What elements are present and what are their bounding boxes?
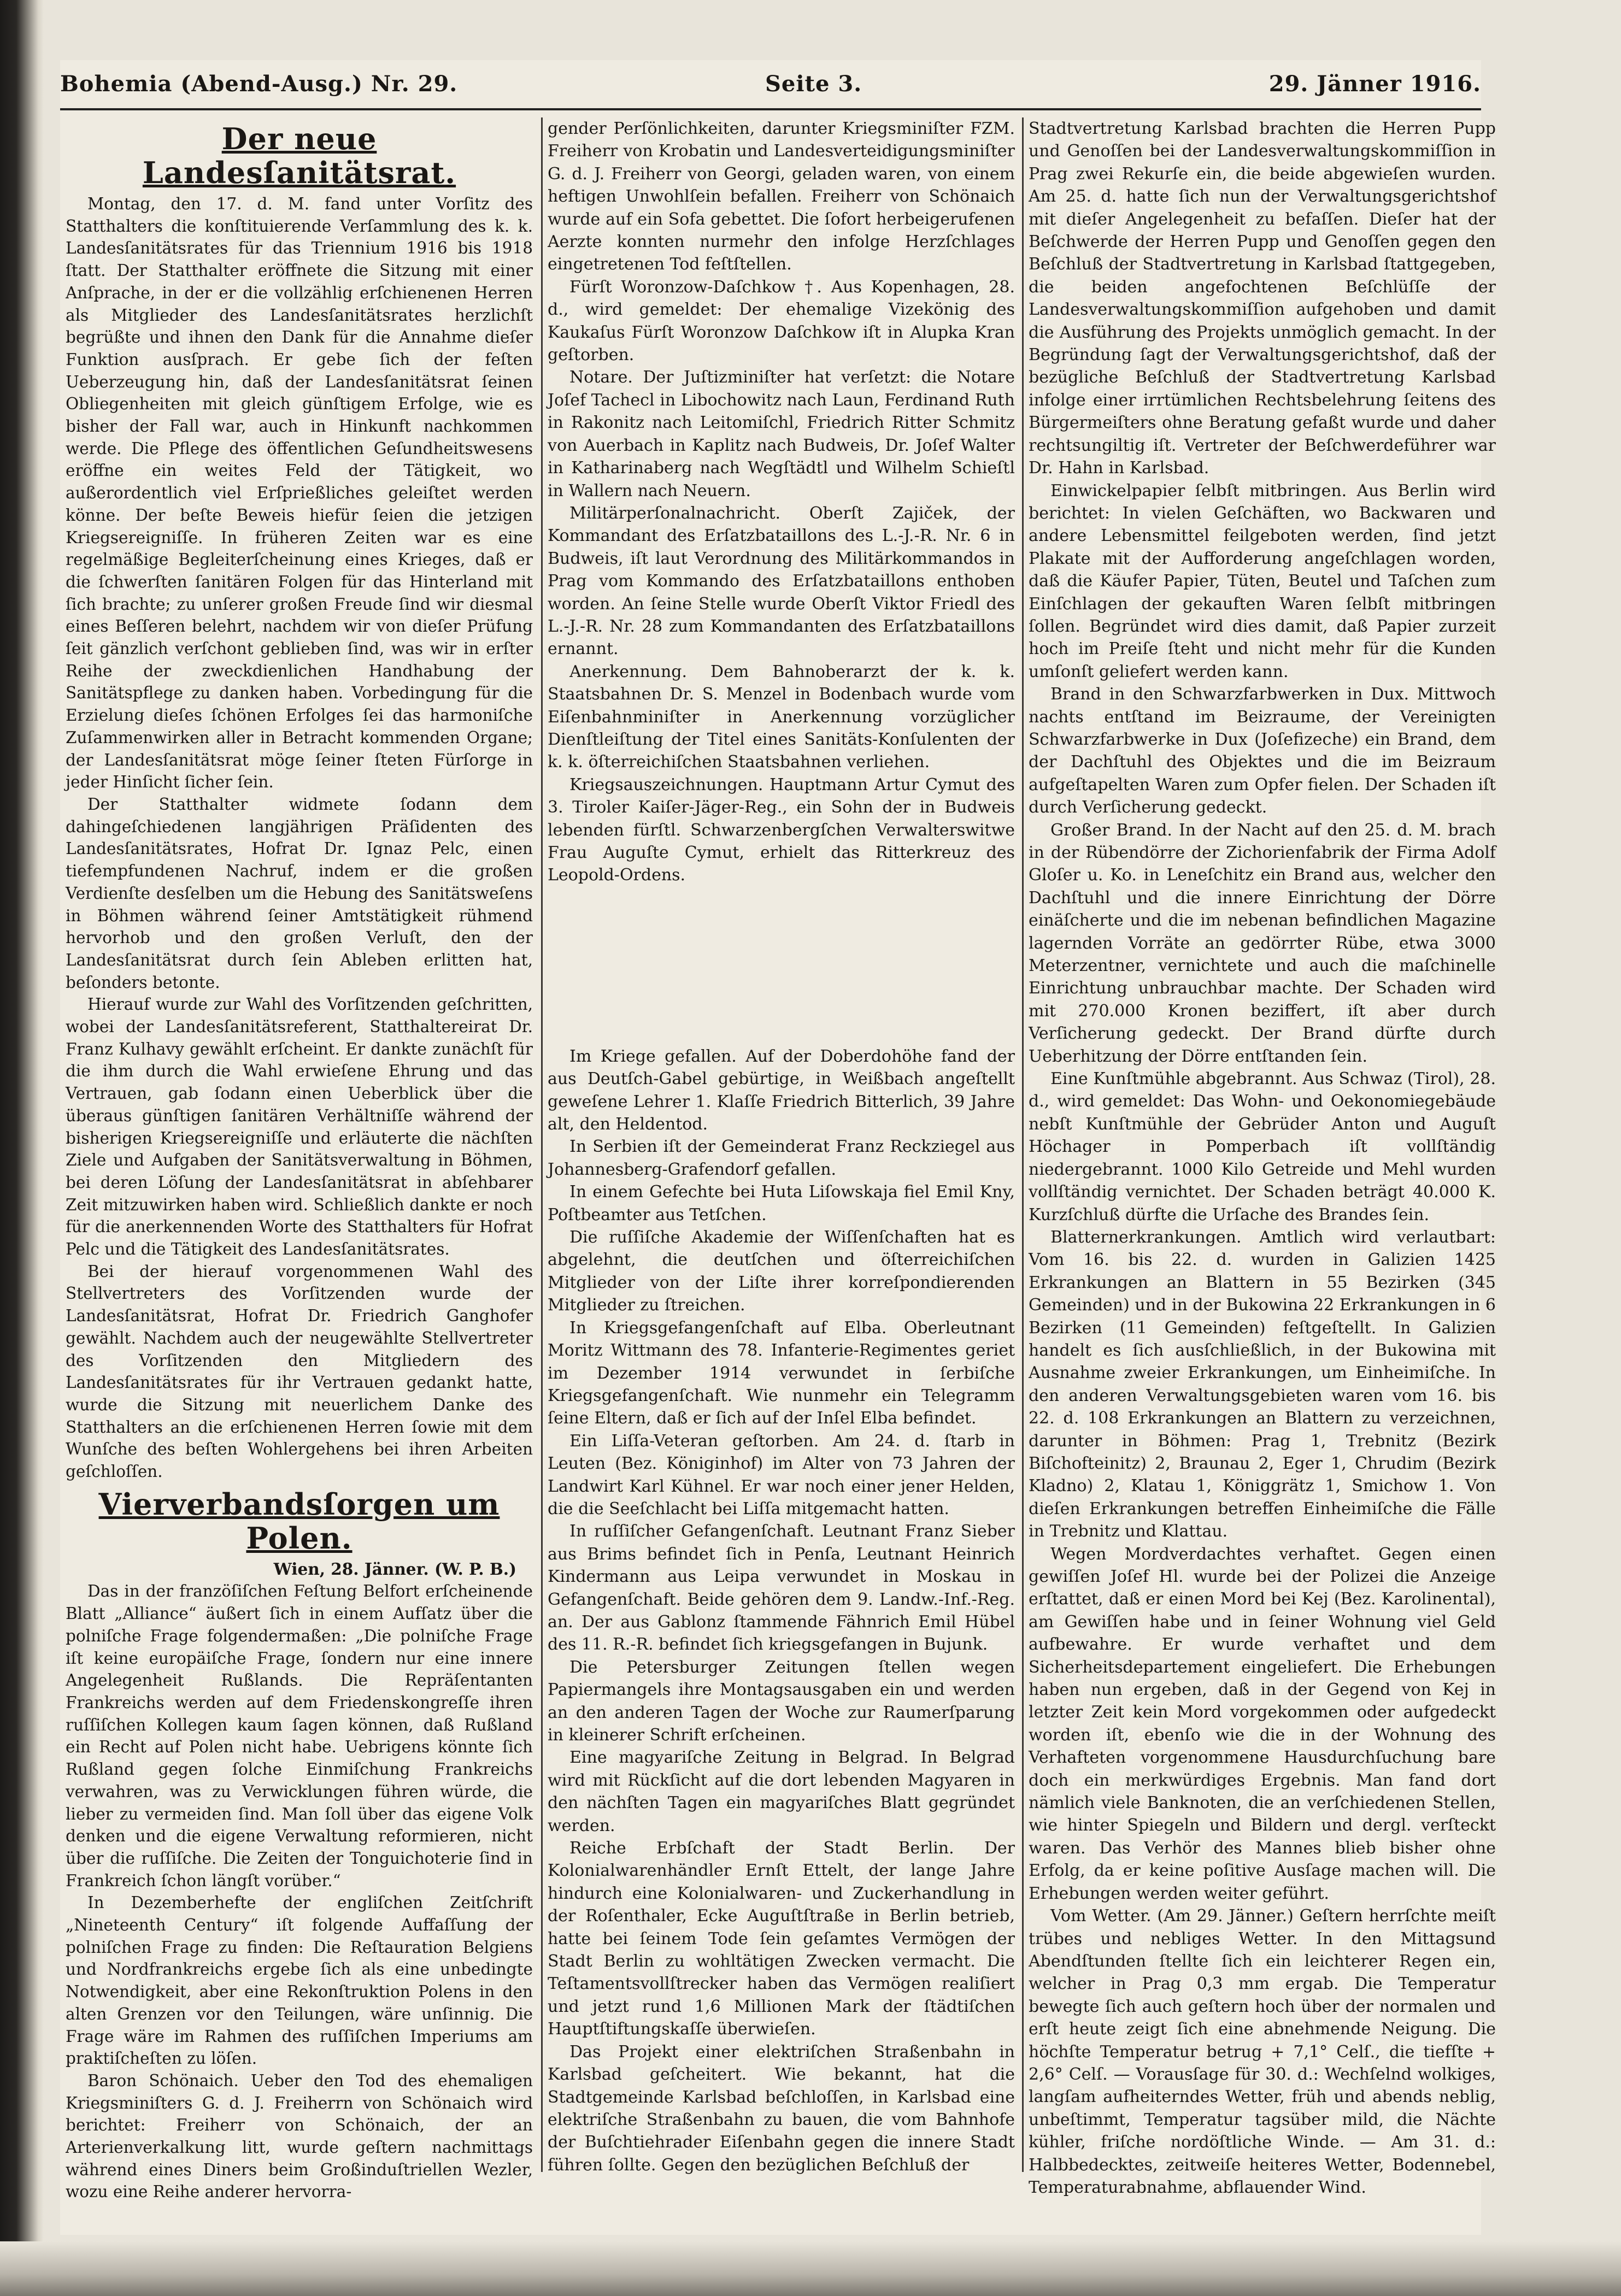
news-item: Großer Brand. In der Nacht auf den 25. d. M. brach in der Rübendörre der Zichorienfabrik der Firma Adolf Gloſer u. Ko. in Leneſchitz ein Brand aus, welcher den Dachſtuhl und die innere Einrichtung der Dörre einäſcherte und die im nebenan befindlichen Magazine lagernden Vorräte an gedörrter Rübe, etwa 3000 Meterzentner, vernichtete und auch die maſchinelle Einrichtung unbrauchbar machte. Der Schaden wird mit 270.000 Kronen beziffert, iſt aber durch Verſicherung gedeckt. Der Brand dürfte durch Ueberhitzung der Dörre entſtanden ſein.	[1029, 820, 1496, 1066]
news-item: Im Kriege gefallen. Auf der Doberdohöhe fand der aus Deutſch-Gabel gebürtige, in Weißbach angeſtellt geweſene Lehrer 1. Klaſſe Friedrich Bitterlich, 39 Jahre alt, den Heldentod.	[548, 1046, 1015, 1134]
page-number: Seite 3.	[765, 71, 862, 97]
news-item: Vom Wetter. (Am 29. Jänner.) Geſtern herrſchte meiſt trübes und nebliges Wetter. In den Mittagsund Abendſtunden ſtellte ſich ein leichterer Regen ein, welcher in Prag 0,3 mm ergab. Die Temperatur bewegte ſich auch geſtern hoch über der normalen und erſt heute zeigt ſich eine abnehmende Neigung. Die höchſte Temperatur betrug + 7,1° Celſ., die tiefſte + 2,6° Celſ. — Vorausſage für 30. d.: Wechſelnd wolkiges, langſam aufheiterndes Wetter, früh und abends neblig, unbeſtimmt, Temperatur tagsüber mild, die Nächte kühler, friſche nordöſtliche Winde. — Am 31. d.: Halbbedecktes, zeitweiſe heiteres Wetter, Bodennebel, Temperaturabnahme, abflauender Wind.	[1029, 1906, 1496, 2197]
column-separator-2	[1022, 117, 1024, 2172]
news-item: Brand in den Schwarzfarbwerken in Dux. Mittwoch nachts entſtand im Beizraume, der Vereinigten Schwarzfarbwerke in Dux (Joſefizeche) ein Brand, dem der Dachſtuhl des Objektes und die im Beizraum aufgeſtapelten Waren zum Opfer fielen. Der Schaden iſt durch Verſicherung gedeckt.	[1029, 685, 1496, 817]
news-item: In Serbien iſt der Gemeinderat Franz Reckziegel aus Johannesberg-Grafendorf gefallen.	[548, 1137, 1015, 1179]
article-paragraph: gender Perſönlichkeiten, darunter Kriegsminiſter FZM. Freiherr von Krobatin und Landesverteidigungsminiſter G. d. J. Freiherr von Georgi, geladen waren, von einem heftigen Unwohlſein befallen. Freiherr von Schönaich wurde auf ein Sofa gebettet. Die ſofort herbeigerufenen Aerzte konnten nurmehr den infolge Herzſchlages eingetretenen Tod feſtſtellen.	[548, 119, 1015, 274]
article-paragraph: Hierauf wurde zur Wahl des Vorſitzenden geſchritten, wobei der Landesſanitätsreferent, Statthaltereirat Dr. Franz Kulhavy gewählt erſcheint. Er dankte zunächſt für die ihm durch die Wahl erwieſene Ehrung und das Vertrauen, gab ſodann einen Ueberblick über die überaus günſtigen ſanitären Verhältniſſe während der bisherigen Kriegsereigniſſe und erläuterte die nächſten Ziele und Aufgaben der Sanitätsverwaltung in Böhmen, bei deren Löſung der Landesſanitätsrat in abſehbarer Zeit mitzuwirken haben wird. Schließlich dankte er noch für die anerkennenden Worte des Statthalters für Hofrat Pelc und die Tätigkeit des Landesſanitätsrates.	[66, 995, 533, 1259]
news-item: Ein Liſſa-Veteran geſtorben. Am 24. d. ſtarb in Leuten (Bez. Königinhof) im Alter von 73 Jahren der Landwirt Karl Kühnel. Er war noch einer jener Helden, die die Seeſchlacht bei Liſſa mitgemacht hatten.	[548, 1431, 1015, 1518]
news-item: Das Projekt einer elektriſchen Straßenbahn in Karlsbad geſcheitert. Wie bekannt, hat die Stadtgemeinde Karlsbad beſchloſſen, in Karlsbad eine elektriſche Straßenbahn zu bauen, die vom Bahnhofe der Buſchtiehrader Eiſenbahn gegen die innere Stadt führen ſollte. Gegen den bezüglichen Beſchluß der	[548, 2042, 1015, 2175]
news-item: Militärperſonalnachricht. Oberſt Zajiček, der Kommandant des Erſatzbataillons des L.-J.-R. Nr. 6 in Budweis, iſt laut Verordnung des Militärkommandos in Prag vom Kommando des Erſatzbataillons enthoben worden. An ſeine Stelle wurde Oberſt Viktor Friedl des L.-J.-R. Nr. 28 zum Kommandanten des Erſatzbataillons ernannt.	[548, 503, 1015, 659]
news-item: Fürſt Woronzow-Daſchkow †. Aus Kopenhagen, 28. d., wird gemeldet: Der ehemalige Vizekönig des Kaukaſus Fürſt Woronzow Daſchkow iſt in Alupka Kran geſtorben.	[548, 277, 1015, 365]
article-headline-sanitaetsrat: Der neue Landesſanitätsrat.	[142, 121, 456, 190]
issue-date: 29. Jänner 1916.	[1268, 71, 1481, 97]
page-header	[60, 71, 1481, 104]
scan-bottom-shadow	[0, 2241, 1621, 2296]
article-paragraph: Bei der hierauf vorgenommenen Wahl des Stellvertreters des Vorſitzenden wurde der Landesſanitätsrat, Hofrat Dr. Friedrich Ganghofer gewählt. Nachdem auch der neugewählte Stellvertreter des Vorſitzenden den Mitgliedern des Landesſanitätsrates für ihr Vertrauen gedankt hatte, wurde die Sitzung mit neuerlichem Danke des Statthalters an die erſchienenen Herren ſowie mit dem Wunſche des beſten Wohlergehens bei ihren Arbeiten geſchloſſen.	[66, 1262, 533, 1481]
news-item: Notare. Der Juſtizminiſter hat verſetzt: die Notare Joſef Tachecl in Libochowitz nach Laun, Ferdinand Ruth in Rakonitz nach Leitomiſchl, Friedrich Ritter Schmitz von Auerbach in Kaplitz nach Budweis, Dr. Joſef Walter in Katharinaberg nach Wegſtädtl und Wilhelm Schieſtl in Wallern nach Neuern.	[548, 368, 1015, 501]
dateline: Wien, 28. Jänner. (W. P. B.)	[273, 1559, 516, 1579]
article-paragraph: Montag, den 17. d. M. fand unter Vorſitz des Statthalters die konſtituierende Verſammlung des k. k. Landesſanitätsrates für das Triennium 1916 bis 1918 ſtatt. Der Statthalter eröffnete die Sitzung mit einer Anſprache, in der er die vollzählig erſchienenen Herren als Mitglieder des Landesſanitätsrates herzlichſt begrüßte und ihnen den Dank für die Annahme dieſer Funktion ausſprach. Er gebe ſich der feſten Ueberzeugung hin, daß der Landesſanitätsrat ſeinen Obliegenheiten mit gleich günſtigem Erfolge, wie es bisher der Fall war, auch in Hinkunft nachkommen werde. Die Pflege des öffentlichen Geſundheitswesens eröffne ein weites Feld der Tätigkeit, wo außerordentlich viel Erſprießliches geleiſtet werden könne. Der beſte Beweis hiefür ſeien die jetzigen Kriegsereigniſſe. In früheren Zeiten war es eine regelmäßige Begleiterſcheinung eines Krieges, daß er die ſchwerſten ſanitären Folgen für das Hinterland mit ſich brachte; zu unſerer großen Freude ſind wir diesmal eines Beſſeren belehrt, nachdem wir von dieſer Prüfung ſeit gänzlich verſchont geblieben ſind, was wir in erſter Reihe der zweckdienlichen Handhabung der Sanitätspflege zu danken haben. Vorbedingung für die Erzielung dieſes ſchönen Erfolges ſei das harmoniſche Zuſammenwirken aller in Betracht kommenden Organe; der Landesſanitätsrat möge ſeiner ſteten Fürſorge in jeder Hinſicht ſicher ſein.	[66, 195, 533, 792]
news-item: Die Petersburger Zeitungen ſtellen wegen Papiermangels ihre Montagsausgaben ein und werden an den anderen Tagen der Woche zur Raumerſparung in kleinerer Schrift erſcheinen.	[548, 1657, 1015, 1745]
news-item: In einem Gefechte bei Huta Liſowskaja fiel Emil Kny, Poſtbeamter aus Tetſchen.	[548, 1182, 1015, 1224]
masthead-issue: Bohemia (Abend-Ausg.) Nr. 29.	[60, 71, 458, 97]
news-item: Reiche Erbſchaft der Stadt Berlin. Der Kolonialwarenhändler Ernſt Ettelt, der lange Jahre hindurch eine Kolonialwaren- und Zuckerhandlung in der Roſenthaler, Ecke Auguſtſtraße in Berlin betrieb, hatte bei ſeinem Tode ſein geſamtes Vermögen der Stadt Berlin zu wohltätigen Zwecken vermacht. Die Teſtamentsvollſtrecker haben das Vermögen realiſiert und jetzt rund 1,6 Millionen Mark der ſtädtiſchen Hauptſtiftungskaſſe überwieſen.	[548, 1839, 1015, 2039]
news-item: Einwickelpapier ſelbſt mitbringen. Aus Berlin wird berichtet: In vielen Geſchäften, wo Backwaren und andere Lebensmittel feilgeboten werden, ſind jetzt Plakate mit der Aufforderung angeſchlagen worden, daß die Käufer Papier, Tüten, Beutel und Taſchen zum Einſchlagen der gekauften Waren ſelbſt mitbringen ſollen. Begründet wird dies damit, daß Papier zurzeit hoch im Preiſe ſteht und nicht mehr für die Kunden umſonſt geliefert werden kann.	[1029, 481, 1496, 681]
news-item: Die ruſſiſche Akademie der Wiſſenſchaften hat es abgelehnt, die deutſchen und öſterreichiſchen Mitglieder von der Liſte ihrer korreſpondierenden Mitglieder zu ſtreichen.	[548, 1228, 1015, 1315]
article-headline-polen: Vierverbandsſorgen um Polen.	[98, 1486, 500, 1556]
article-paragraph: Das in der franzöſiſchen Feſtung Belfort erſcheinende Blatt „Alliance“ äußert ſich in einem Aufſatz über die polniſche Frage folgendermaßen: „Die polniſche Frage iſt keine europäiſche Frage, ſondern nur eine innere Angelegenheit Rußlands. Die Repräſentanten Frankreichs werden auf dem Friedenskongreſſe ihren ruſſiſchen Kollegen kaum ſagen können, daß Rußland ein Recht auf Polen nicht habe. Uebrigens könnte ſich Rußland gegen ſolche Einmiſchung Frankreichs verwahren, was zu Verwicklungen führen würde, die lieber zu vermeiden ſind. Man ſoll über das eigene Volk denken und die eigene Verwaltung reformieren, nicht über die ruſſiſche. Die Zeiten der Tonguichoterie ſind in Frankreich ſchon längſt vorüber.“	[66, 1582, 533, 1890]
news-item: Eine Kunſtmühle abgebrannt. Aus Schwaz (Tirol), 28. d., wird gemeldet: Das Wohn- und Oekonomiegebäude nebſt Kunſtmühle der Gebrüder Anton und Auguſt Höchager in Pomperbach iſt vollſtändig niedergebrannt. 1000 Kilo Getreide und Mehl wurden vollſtändig vernichtet. Der Schaden beträgt 40.000 K. Kurzſchluß dürfte die Urſache des Brandes ſein.	[1029, 1069, 1496, 1224]
news-item: In ruſſiſcher Gefangenſchaft. Leutnant Franz Sieber aus Brims befindet ſich in Penſa, Leutnant Heinrich Kindermann aus Leipa verwundet in Moskau in Gefangenſchaft. Beide gehören dem 9. Landw.-Inf.-Reg. an. Der aus Gablonz ſtammende Fähnrich Emil Hübel des 11. R.-R. befindet ſich kriegsgefangen in Bujunk.	[548, 1522, 1015, 1655]
column-1	[66, 117, 533, 2203]
page-scan-edge	[0, 0, 44, 2296]
column-3	[1029, 117, 1496, 2199]
news-item: Eine magyariſche Zeitung in Belgrad. In Belgrad wird mit Rückſicht auf die dort lebenden Magyaren in den nächſten Tagen ein magyariſches Blatt gegründet werden.	[548, 1748, 1015, 1835]
column-separator-1	[541, 117, 543, 2172]
blank-space	[548, 887, 1015, 1045]
news-item: Kriegsauszeichnungen. Hauptmann Artur Cymut des 3. Tiroler Kaiſer-Jäger-Reg., ein Sohn der in Budweis lebenden fürſtl. Schwarzenbergſchen Verwalterswitwe Frau Auguſte Cymut, erhielt das Ritterkreuz des Leopold-Ordens.	[548, 775, 1015, 885]
news-item: Anerkennung. Dem Bahnoberarzt der k. k. Staatsbahnen Dr. S. Menzel in Bodenbach wurde vom Eiſenbahnminiſter in Anerkennung vorzüglicher Dienſtleiſtung der Titel eines Sanitäts-Konſulenten der k. k. öſterreichiſchen Staatsbahnen verliehen.	[548, 662, 1015, 772]
article-paragraph: In Dezemberhefte der engliſchen Zeitſchrift „Nineteenth Century“ iſt folgende Auffaſſung der polniſchen Frage zu finden: Die Reſtauration Belgiens und Nordfrankreichs ergebe ſich als eine unbedingte Notwendigkeit, aber eine Rekonſtruktion Polens in den alten Grenzen vor den Teilungen, wäre unſinnig. Die Frage wäre im Rahmen des ruſſiſchen Imperiums am praktiſcheſten zu löſen.	[66, 1893, 533, 2068]
article-paragraph: Baron Schönaich. Ueber den Tod des ehemaligen Kriegsminiſters G. d. J. Freiherrn von Schönaich wird berichtet: Freiherr von Schönaich, der an Arterienverkalkung litt, wurde geſtern nachmittags während eines Diners beim Großinduſtriellen Wezler, wozu eine Reihe anderer hervorra-	[66, 2071, 533, 2201]
news-item: In Kriegsgefangenſchaft auf Elba. Oberleutnant Moritz Wittmann des 78. Infanterie-Regimentes geriet im Dezember 1914 verwundet in ſerbiſche Kriegsgefangenſchaft. Wie nunmehr ein Telegramm ſeine Eltern, daß er ſich auf der Inſel Elba befindet.	[548, 1318, 1015, 1428]
column-2	[548, 117, 1015, 2176]
news-item: Blatternerkrankungen. Amtlich wird verlautbart: Vom 16. bis 22. d. wurden in Galizien 1425 Erkrankungen an Blattern in 55 Bezirken (345 Gemeinden) und in der Bukowina 22 Erkrankungen in 6 Bezirken (11 Gemeinden) feſtgeſtellt. In Galizien handelt es ſich ausſchließlich, in der Bukowina mit Ausnahme zweier Erkrankungen, um Einheimiſche. In den anderen Verwaltungsgebieten waren vom 16. bis 22. d. 108 Erkrankungen an Blattern zu verzeichnen, darunter in Böhmen: Prag 1, Trebnitz (Bezirk Biſchofteinitz) 2, Braunau 2, Eger 1, Chrudim (Bezirk Kladno) 2, Klatau 1, Königgrätz 1, Smichow 1. Von dieſen Erkrankungen betreffen Einheimiſche die Fälle in Trebnitz und Klattau.	[1029, 1227, 1496, 1541]
article-paragraph: Der Statthalter widmete ſodann dem dahingeſchiedenen langjährigen Präſidenten des Landesſanitätsrates, Hofrat Dr. Ignaz Pelc, einen tiefempfundenen Nachruf, indem er die großen Verdienſte desſelben um die Hebung des Sanitätsweſens in Böhmen während ſeiner Amtstätigkeit rühmend hervorhob und den großen Verluſt, den der Landesſanitätsrat durch ſein Ableben erlitten hat, beſonders betonte.	[66, 794, 533, 992]
news-item: Wegen Mordverdachtes verhaftet. Gegen einen gewiſſen Joſef Hl. wurde bei der Polizei die Anzeige erſtattet, daß er einen Mord bei Kej (Bez. Karolinental), am Gewiſſen habe und in ſeiner Wohnung viel Geld aufbewahre. Er wurde verhaftet und dem Sicherheitsdepartement eingeliefert. Die Erhebungen haben nun ergeben, daß in der Gegend von Kej in letzter Zeit kein Mord vorgekommen oder aufgedeckt worden iſt, ebenſo wie die in der Wohnung des Verhafteten vorgenommene Hausdurchſuchung bare doch ein merkwürdiges Ergebnis. Man fand dort nämlich viele Banknoten, die an verſchiedenen Stellen, wie hinter Spiegeln und Bildern und dergl. verſteckt waren. Das Verhör des Mannes blieb bisher ohne Erfolg, da er keine poſitive Ausſage machen will. Die Erhebungen werden weiter geführt.	[1029, 1544, 1496, 1903]
article-paragraph: Stadtvertretung Karlsbad brachten die Herren Pupp und Genoſſen bei der Landesverwaltungskommiſſion in Prag zwei Rekurſe ein, die beide abgewieſen wurden. Am 25. d. hatte ſich nun der Verwaltungsgerichtshof mit dieſer Angelegenheit zu befaſſen. Dieſer hat der Beſchwerde der Herren Pupp und Genoſſen gegen den Beſchluß der Stadtvertretung in Karlsbad ſtattgegeben, die beiden angefochtenen Beſchlüſſe der Landesverwaltungskommiſſion aufgehoben und damit die Ausführung des Projekts unmöglich gemacht. In der Begründung ſagt der Verwaltungsgerichtshof, daß der bezügliche Beſchluß der Stadtvertretung Karlsbad infolge einer irrtümlichen Rechtsbelehrung ſeitens des Bürgermeiſters ohne Beratung gefaßt wurde und daher rechtsungiltig iſt. Vertreter der Beſchwerdeführer war Dr. Hahn in Karlsbad.	[1029, 119, 1496, 478]
header-rule	[60, 108, 1481, 110]
